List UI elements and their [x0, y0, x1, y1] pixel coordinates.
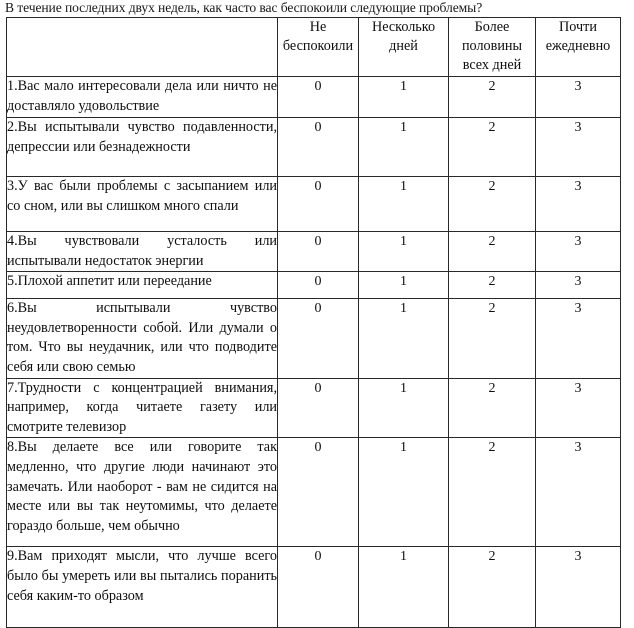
score-option-3-2[interactable]: 2 — [449, 177, 536, 232]
score-option-2-2[interactable]: 2 — [449, 118, 536, 177]
score-option-4-3[interactable]: 3 — [536, 232, 621, 272]
column-header-item — [7, 18, 278, 77]
score-option-6-0[interactable]: 0 — [278, 299, 359, 378]
table-row — [7, 232, 621, 272]
score-option-8-0[interactable]: 0 — [278, 438, 359, 547]
column-header-more-than-half-the-days: Более половины всех дней — [449, 18, 536, 77]
score-option-7-3[interactable]: 3 — [536, 378, 621, 438]
score-option-5-1[interactable]: 1 — [359, 272, 449, 299]
question-text-2: 2.Вы испытывали чувство подавленности, депрессии или безнадежности — [7, 118, 278, 177]
table-row — [7, 177, 621, 232]
score-option-8-2[interactable]: 2 — [449, 438, 536, 547]
table-row — [7, 299, 621, 378]
column-header-several-days: Несколько дней — [359, 18, 449, 77]
score-option-1-1[interactable]: 1 — [359, 77, 449, 118]
score-option-6-1[interactable]: 1 — [359, 299, 449, 378]
score-option-4-0[interactable]: 0 — [278, 232, 359, 272]
score-option-3-1[interactable]: 1 — [359, 177, 449, 232]
question-text-6: 6.Вы испытывали чувство неудовлетворенности собой. Или думали о том. Что вы неудачник, или что подводите себя или свою семью — [7, 299, 278, 378]
score-option-1-2[interactable]: 2 — [449, 77, 536, 118]
score-option-3-3[interactable]: 3 — [536, 177, 621, 232]
score-option-7-0[interactable]: 0 — [278, 378, 359, 438]
score-option-2-1[interactable]: 1 — [359, 118, 449, 177]
column-header-nearly-every-day: Почти ежедневно — [536, 18, 621, 77]
table-row — [7, 272, 621, 299]
score-option-7-2[interactable]: 2 — [449, 378, 536, 438]
score-option-1-3[interactable]: 3 — [536, 77, 621, 118]
page-title: В течение последних двух недель, как часто вас беспокоили следующие проблемы? — [5, 0, 483, 15]
score-option-9-0[interactable]: 0 — [278, 547, 359, 628]
score-option-5-2[interactable]: 2 — [449, 272, 536, 299]
score-option-9-3[interactable]: 3 — [536, 547, 621, 628]
question-text-3: 3.У вас были проблемы с засыпанием или со сном, или вы слишком много спали — [7, 177, 278, 232]
score-option-1-0[interactable]: 0 — [278, 77, 359, 118]
score-option-9-1[interactable]: 1 — [359, 547, 449, 628]
score-option-4-1[interactable]: 1 — [359, 232, 449, 272]
table-row — [7, 547, 621, 628]
table-row — [7, 118, 621, 177]
score-option-3-0[interactable]: 0 — [278, 177, 359, 232]
score-option-7-1[interactable]: 1 — [359, 378, 449, 438]
table-body — [7, 77, 621, 628]
table-row — [7, 378, 621, 438]
question-text-9: 9.Вам приходят мысли, что лучше всего было бы умереть или вы пытались поранить себя каким-то образом — [7, 547, 278, 628]
table-header — [7, 18, 621, 77]
table-row — [7, 77, 621, 118]
score-option-2-0[interactable]: 0 — [278, 118, 359, 177]
question-text-7: 7.Трудности с концентрацией внимания, например, когда читаете газету или смотрите телевизор — [7, 378, 278, 438]
questionnaire-table — [6, 17, 621, 628]
score-option-2-3[interactable]: 3 — [536, 118, 621, 177]
question-text-4: 4.Вы чувствовали усталость или испытывали недостаток энергии — [7, 232, 278, 272]
score-option-9-2[interactable]: 2 — [449, 547, 536, 628]
score-option-5-3[interactable]: 3 — [536, 272, 621, 299]
score-option-6-3[interactable]: 3 — [536, 299, 621, 378]
table-row — [7, 438, 621, 547]
question-text-5: 5.Плохой аппетит или переедание — [7, 272, 278, 299]
score-option-5-0[interactable]: 0 — [278, 272, 359, 299]
question-text-1: 1.Вас мало интересовали дела или ничто не доставляло удовольствие — [7, 77, 278, 118]
question-text-8: 8.Вы делаете все или говорите так медленно, что другие люди начинают это замечать. Или наоборот - вам не сидится на месте или вы так неутомимы, что делаете гораздо больше, чем обычно — [7, 438, 278, 547]
score-option-6-2[interactable]: 2 — [449, 299, 536, 378]
column-header-not-at-all: Не беспокоили — [278, 18, 359, 77]
score-option-4-2[interactable]: 2 — [449, 232, 536, 272]
score-option-8-3[interactable]: 3 — [536, 438, 621, 547]
header-row — [7, 18, 621, 77]
score-option-8-1[interactable]: 1 — [359, 438, 449, 547]
